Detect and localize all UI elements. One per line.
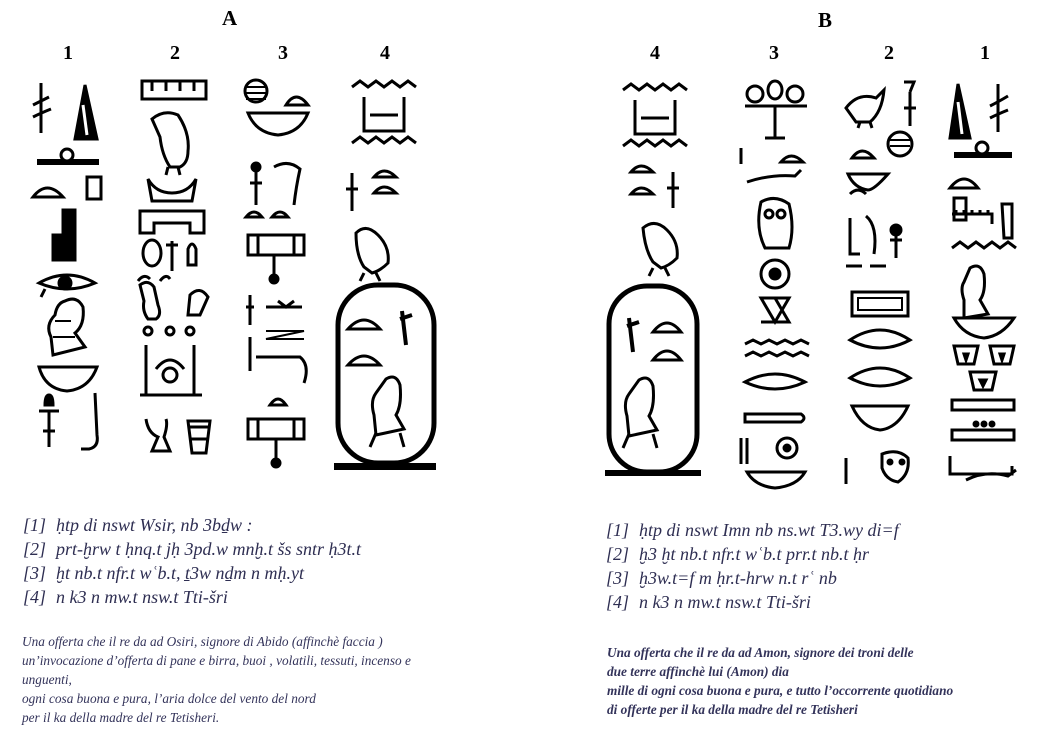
- panel-b-column-2-hieroglyphs: [838, 78, 928, 478]
- panel-a-column-3-number: 3: [278, 42, 288, 64]
- transliteration-line: [1] ḥtp di nswt Wsir, nb 3bḏw :: [23, 515, 253, 535]
- panel-b-column-4-number: 4: [650, 42, 660, 64]
- transliteration-line: [4] n k3 n mw.t nsw.t Tti-šri: [23, 587, 228, 607]
- panel-a-translation: Una offerta che il re da ad Osiri, signore di Abido (affinchè faccia ) un’invocazione d’offerta di pane e birra, buoi , volatili, tessuti, incenso e unguenti, ogni cosa buona e pura, l’aria dolce del vento del nord per il ka della madre del re Tetisheri.: [22, 634, 411, 725]
- transliteration-line: [3] ḫt nb.t nfr.t wʿb.t, ṯ3w nḏm n mḥ.yt: [23, 563, 305, 583]
- panel-b-column-4-hieroglyphs: [603, 78, 703, 478]
- panel-a-column-3-hieroglyphs: [238, 75, 328, 470]
- panel-b-transliteration: [606, 518, 899, 614]
- transliteration-line: [3] ḫ3w.t=f m ḥr.t-hrw n.t rʿ nb: [606, 568, 837, 588]
- panel-a-title: A: [222, 6, 238, 30]
- panel-b-column-1-hieroglyphs: [942, 78, 1032, 478]
- panel-a-column-2-number: 2: [170, 42, 180, 64]
- panel-a-column-2-hieroglyphs: [130, 75, 220, 470]
- panel-b-column-1-number: 1: [980, 42, 990, 64]
- panel-b-column-2-number: 2: [884, 42, 894, 64]
- panel-b-translation: Una offerta che il re da ad Amon, signore dei troni delle due terre affinchè lui (Amon) dia mille di ogni cosa buona e pura, e tutto l’occorrente quotidiano di offerte per il ka della madre del re Tetisheri: [607, 645, 954, 717]
- panel-b-title: B: [818, 8, 833, 32]
- transliteration-line: [2] prt-ḫrw t ḥnq.t jḥ 3pd.w mnḫ.t šs sntr ḥ3t.t: [23, 539, 362, 559]
- panel-a-column-1-hieroglyphs: [25, 75, 115, 470]
- panel-a-column-4-hieroglyphs: [330, 75, 440, 475]
- panel-b-column-3-number: 3: [769, 42, 779, 64]
- panel-a-column-4-number: 4: [380, 42, 390, 64]
- panel-a-column-1-number: 1: [63, 42, 73, 64]
- transliteration-line: [1] ḥtp di nswt Imn nb ns.wt T3.wy di=f: [606, 520, 899, 540]
- transliteration-line: [4] n k3 n mw.t nsw.t Tti-šri: [606, 592, 811, 612]
- panel-b-column-3-hieroglyphs: [735, 78, 825, 478]
- transliteration-line: [2] ḫ3 ḫt nb.t nfr.t wʿb.t prr.t nb.t ḥr: [606, 544, 870, 564]
- panel-a-transliteration: [23, 513, 361, 609]
